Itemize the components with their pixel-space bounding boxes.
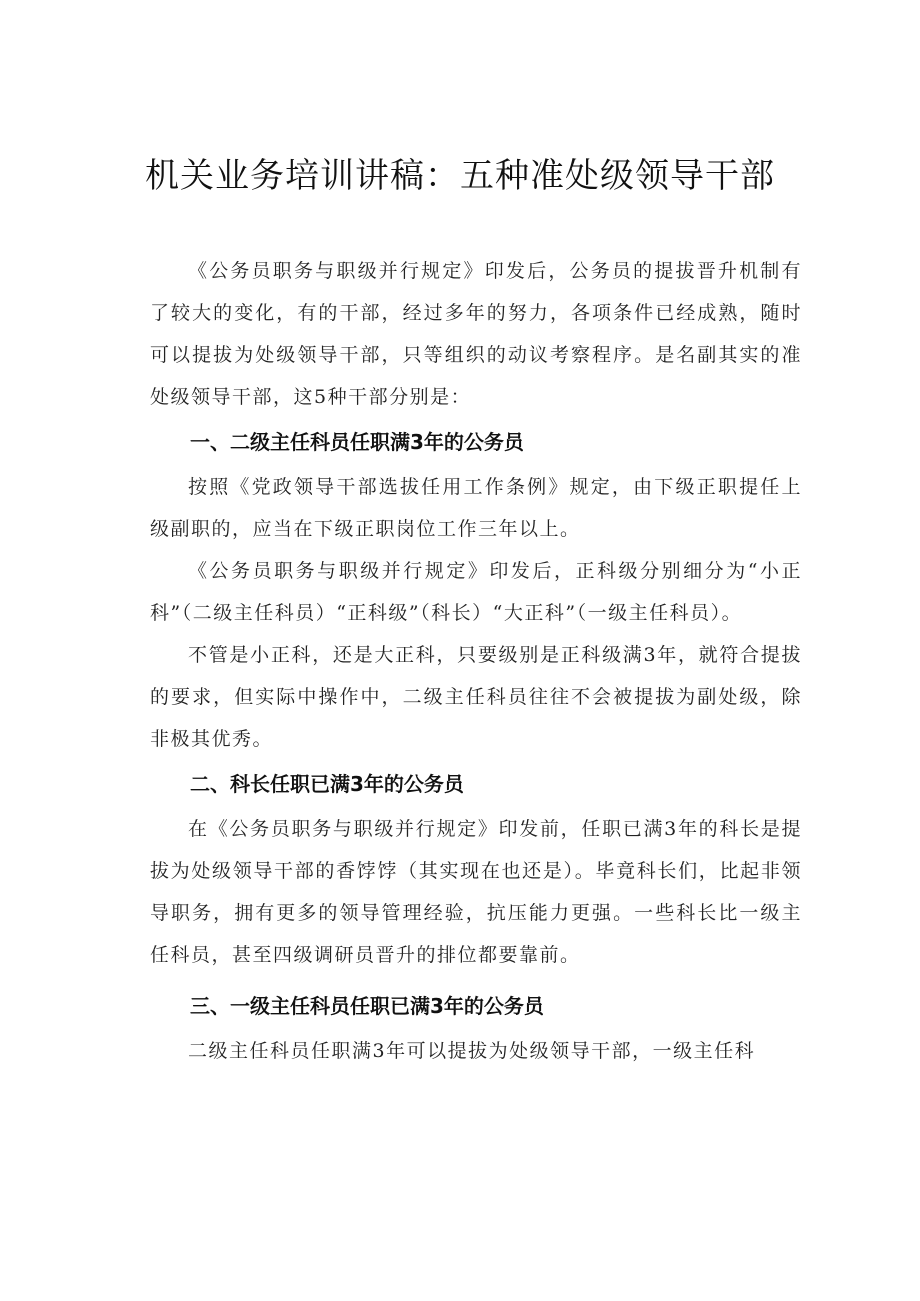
paragraph-1b: 《公务员职务与职级并行规定》印发后，正科级分别细分为“小正科”（二级主任科员）“正科级”（科长）“大正科”（一级主任科员）。 bbox=[150, 560, 802, 624]
document-body bbox=[150, 250, 802, 1072]
paragraph-3a: 二级主任科员任职满3年可以提拔为处级领导干部，一级主任科 bbox=[188, 1040, 756, 1062]
paragraph-1c: 不管是小正科，还是大正科，只要级别是正科级满3年，就符合提拔的要求，但实际中操作中，二级主任科员往往不会被提拔为副处级，除非极其优秀。 bbox=[150, 644, 802, 750]
section-heading-1: 一、二级主任科员任职满3年的公务员 bbox=[190, 430, 524, 454]
section-heading-2: 二、科长任职已满3年的公务员 bbox=[190, 772, 464, 796]
document-title: 机关业务培训讲稿：五种准处级领导干部 bbox=[145, 156, 775, 196]
paragraph-1a: 按照《党政领导干部选拔任用工作条例》规定，由下级正职提任上级副职的，应当在下级正职岗位工作三年以上。 bbox=[150, 476, 802, 540]
paragraph-intro: 《公务员职务与职级并行规定》印发后，公务员的提拔晋升机制有了较大的变化，有的干部，经过多年的努力，各项条件已经成熟，随时可以提拔为处级领导干部，只等组织的动议考察程序。是名副其实的准处级领导干部，这5种干部分别是： bbox=[150, 260, 802, 408]
section-heading-3: 三、一级主任科员任职已满3年的公务员 bbox=[190, 994, 544, 1018]
paragraph-2a: 在《公务员职务与职级并行规定》印发前，任职已满3年的科长是提拔为处级领导干部的香饽饽（其实现在也还是）。毕竟科长们，比起非领导职务，拥有更多的领导管理经验，抗压能力更强。一些科长比一级主任科员，甚至四级调研员晋升的排位都要靠前。 bbox=[150, 818, 802, 966]
